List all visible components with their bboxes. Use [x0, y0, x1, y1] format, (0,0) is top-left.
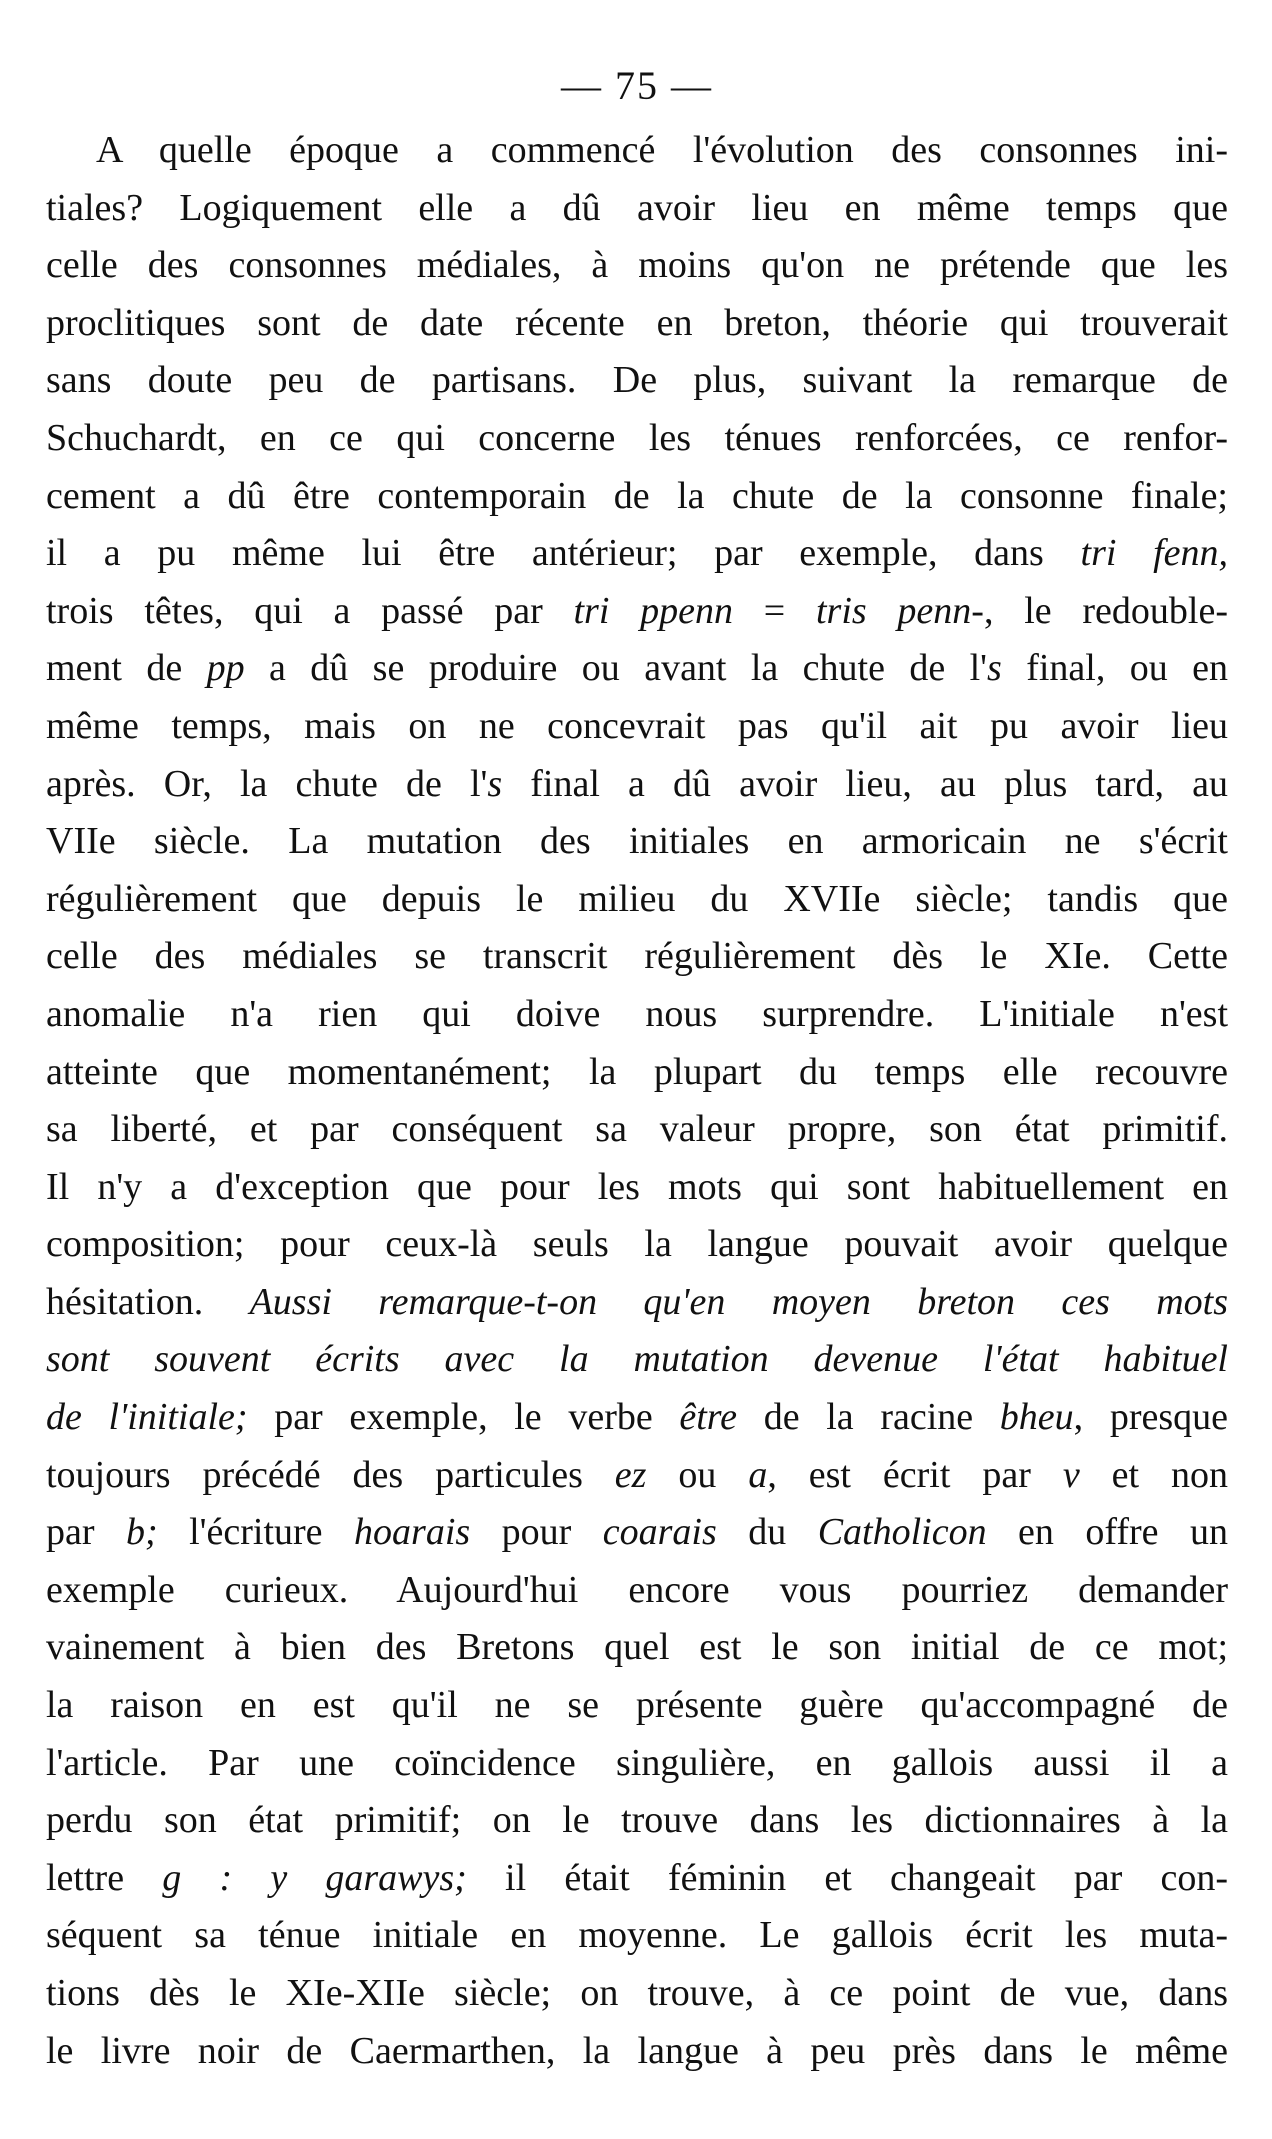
text-line — [46, 1447, 1228, 1505]
text-segment: tiales? Logiquement elle a dû avoir lieu en même temps que — [46, 186, 1228, 229]
text-segment: il a pu même lui être antérieur; par exemple, dans — [46, 532, 1081, 575]
text-segment: même temps, mais on ne concevrait pas qu'il ait pu avoir lieu — [46, 704, 1228, 747]
text-line — [46, 1792, 1228, 1850]
text-line — [46, 1735, 1228, 1793]
text-line — [46, 1101, 1228, 1159]
text-segment: l'article. Par une coïncidence singulière, en gallois aussi il a — [46, 1741, 1228, 1784]
text-segment: , presque — [1073, 1396, 1228, 1439]
text-line — [46, 1331, 1228, 1389]
italic-text: g : y garawys; — [162, 1856, 467, 1899]
text-segment: par exemple, le verbe — [247, 1396, 680, 1439]
body-paragraph — [46, 122, 1228, 2080]
text-line — [46, 583, 1228, 641]
text-line — [46, 756, 1228, 814]
text-segment: séquent sa ténue initiale en moyenne. Le gallois écrit les muta- — [46, 1914, 1228, 1957]
text-segment: VIIe siècle. La mutation des initiales en armoricain ne s'écrit — [46, 820, 1228, 863]
text-line — [46, 1850, 1228, 1908]
italic-text: a — [748, 1453, 768, 1496]
text-segment: après. Or, la chute de l' — [46, 762, 488, 805]
text-segment: Il n'y a d'exception que pour les mots qui sont habituellement en — [46, 1165, 1228, 1208]
text-line — [46, 525, 1228, 583]
italic-text: ez — [614, 1453, 647, 1496]
text-segment: A quelle époque a commencé l'évolution des consonnes ini- — [96, 129, 1228, 171]
text-segment: proclitiques sont de date récente en breton, théorie qui trouverait — [46, 301, 1228, 344]
text-segment: final, ou en — [1001, 647, 1228, 690]
text-segment: , le redouble- — [983, 589, 1228, 632]
text-line — [46, 1677, 1228, 1735]
text-line — [46, 180, 1228, 238]
text-segment: sa liberté, et par conséquent sa valeur propre, son état primitif. — [46, 1108, 1228, 1151]
text-line — [46, 698, 1228, 756]
text-segment: en offre un — [986, 1511, 1228, 1554]
text-segment: ou — [646, 1453, 749, 1496]
text-segment: pour — [470, 1511, 603, 1554]
text-segment: = — [733, 589, 816, 632]
text-line — [46, 1389, 1228, 1447]
text-segment: composition; pour ceux-là seuls la langue pouvait avoir quelque — [46, 1223, 1228, 1266]
text-segment: et non — [1079, 1453, 1228, 1496]
text-segment: vainement à bien des Bretons quel est le son initial de ce mot; — [46, 1626, 1228, 1669]
text-line — [46, 1965, 1228, 2023]
text-segment: celle des médiales se transcrit régulièrement dès le XIe. Cette — [46, 935, 1228, 978]
text-line — [46, 813, 1228, 871]
text-line — [46, 410, 1228, 468]
italic-text: sont souvent écrits avec la mutation devenue l'état habituel — [46, 1338, 1228, 1381]
italic-text: tri fenn, — [1080, 532, 1228, 575]
text-line — [46, 1562, 1228, 1620]
italic-text: de l'initiale; — [46, 1396, 248, 1439]
text-line — [46, 928, 1228, 986]
text-segment: exemple curieux. Aujourd'hui encore vous pourriez demander — [46, 1568, 1228, 1611]
italic-text: v — [1062, 1453, 1080, 1496]
text-segment: régulièrement que depuis le milieu du XVIIe siècle; tandis que — [46, 877, 1228, 920]
text-segment: la raison en est qu'il ne se présente guère qu'accompagné de — [46, 1684, 1228, 1727]
text-segment: l'écriture — [157, 1511, 355, 1554]
text-line — [46, 1274, 1228, 1332]
text-segment: il était féminin et changeait par con- — [466, 1856, 1228, 1899]
text-segment: hésitation. — [46, 1280, 250, 1323]
text-line — [46, 986, 1228, 1044]
text-segment: perdu son état primitif; on le trouve dans les dictionnaires à la — [46, 1799, 1228, 1842]
text-segment: ment de — [46, 647, 207, 690]
text-segment: par — [46, 1511, 126, 1554]
italic-text: Catholicon — [817, 1511, 987, 1554]
text-segment: a dû se produire ou avant la chute de l' — [244, 647, 988, 690]
text-segment: trois têtes, qui a passé par — [46, 589, 574, 632]
text-segment: final a dû avoir lieu, au plus tard, au — [502, 762, 1228, 805]
italic-text: pp — [206, 647, 245, 690]
text-segment: , est écrit par — [767, 1453, 1063, 1496]
text-segment: du — [716, 1511, 818, 1554]
italic-text: tri ppenn — [573, 589, 734, 632]
text-line — [46, 640, 1228, 698]
page-number: — 75 — — [561, 63, 713, 108]
italic-text: b; — [126, 1511, 158, 1554]
italic-text: s — [987, 647, 1002, 690]
text-line — [46, 1159, 1228, 1217]
text-segment: anomalie n'a rien qui doive nous surprendre. L'initiale n'est — [46, 992, 1228, 1035]
italic-text: s — [487, 762, 503, 805]
text-segment: tions dès le XIe-XIIe siècle; on trouve, à ce point de vue, dans — [46, 1972, 1228, 2014]
italic-text: Aussi remarque-t-on qu'en moyen breton ces mots — [249, 1280, 1228, 1323]
text-segment: lettre — [46, 1856, 163, 1899]
italic-text: hoarais — [354, 1511, 471, 1554]
text-line — [46, 122, 1228, 180]
text-line — [46, 1619, 1228, 1677]
text-line — [46, 1907, 1228, 1965]
text-segment: celle des consonnes médiales, à moins qu'on ne prétende que les — [46, 244, 1228, 287]
text-line — [46, 1504, 1228, 1562]
text-line — [46, 352, 1228, 410]
italic-text: tris penn- — [815, 589, 984, 632]
text-line — [46, 468, 1228, 526]
italic-text: bheu — [999, 1396, 1074, 1439]
text-segment: Schuchardt, en ce qui concerne les ténues renforcées, ce renfor- — [46, 416, 1228, 459]
italic-text: coarais — [602, 1511, 717, 1554]
text-segment: cement a dû être contemporain de la chute de la consonne finale; — [46, 474, 1228, 517]
text-segment: toujours précédé des particules — [46, 1453, 615, 1496]
text-line — [46, 1044, 1228, 1102]
text-segment: sans doute peu de partisans. De plus, suivant la remarque de — [46, 359, 1228, 402]
text-line — [46, 1216, 1228, 1274]
italic-text: être — [679, 1396, 738, 1439]
text-segment: de la racine — [737, 1396, 1000, 1439]
text-segment: le livre noir de Caermarthen, la langue à peu près dans le même — [46, 2029, 1228, 2072]
text-line — [46, 237, 1228, 295]
text-segment: atteinte que momentanément; la plupart du temps elle recouvre — [46, 1050, 1228, 1093]
text-line — [46, 295, 1228, 353]
text-line — [46, 871, 1228, 929]
text-line — [46, 2023, 1228, 2081]
